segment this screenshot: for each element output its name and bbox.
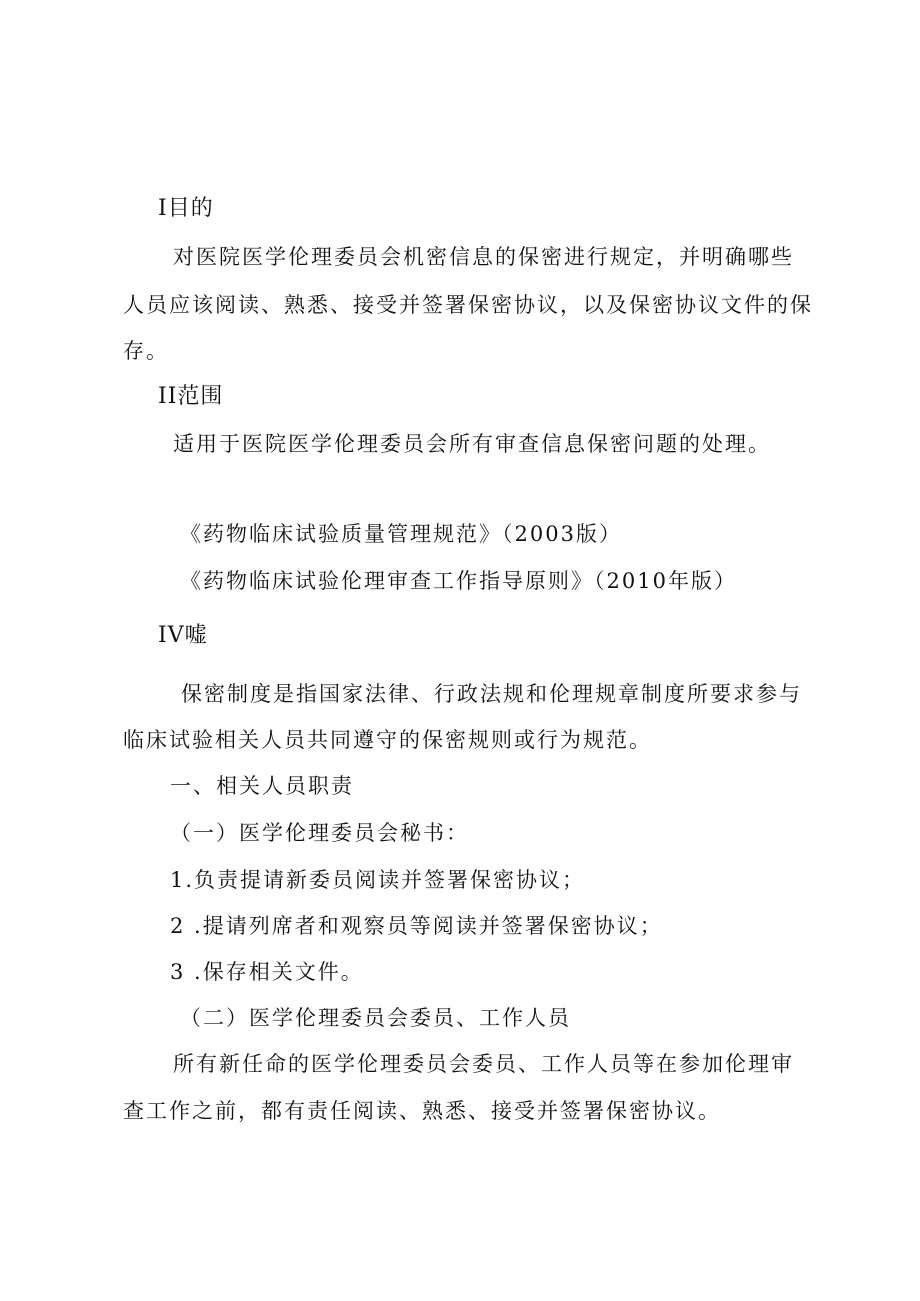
purpose-line-2: 人员应该阅读、熟悉、接受并签署保密协议，以及保密协议文件的保 <box>123 293 813 317</box>
reference-2: 《药物临床试验伦理审查工作指导原则》（2010年版） <box>180 569 737 593</box>
reference-1: 《药物临床试验质量管理规范》（2003版） <box>180 522 622 546</box>
content-intro-line-1: 保密制度是指国家法律、行政法规和伦理规章制度所要求参与 <box>181 682 802 706</box>
section-content-heading: IV嘘 <box>158 623 208 648</box>
purpose-line-3: 存。 <box>123 339 169 363</box>
content-intro-line-2: 临床试验相关人员共同遵守的保密规则或行为规范。 <box>123 728 652 752</box>
secretary-item-1: 1.负责提请新委员阅读并签署保密协议； <box>170 868 586 892</box>
members-title: （二）医学伦理委员会委员、工作人员 <box>180 1006 571 1030</box>
duties-title: 一、相关人员职责 <box>170 774 354 798</box>
section-scope-heading: II范围 <box>158 384 224 409</box>
secretary-item-3: 3 .保存相关文件。 <box>170 960 364 984</box>
members-line-1: 所有新任命的医学伦理委员会委员、工作人员等在参加伦理审 <box>173 1052 794 1076</box>
section-purpose-heading: I目的 <box>158 196 214 221</box>
members-line-2: 查工作之前，都有责任阅读、熟悉、接受并签署保密协议。 <box>123 1099 721 1123</box>
scope-line-1: 适用于医院医学伦理委员会所有审查信息保密问题的处理。 <box>173 432 771 456</box>
secretary-item-2: 2 .提请列席者和观察员等阅读并签署保密协议； <box>170 914 663 938</box>
secretary-title: （一）医学伦理委员会秘书： <box>170 821 469 845</box>
purpose-line-1: 对医院医学伦理委员会机密信息的保密进行规定，并明确哪些 <box>173 245 794 269</box>
